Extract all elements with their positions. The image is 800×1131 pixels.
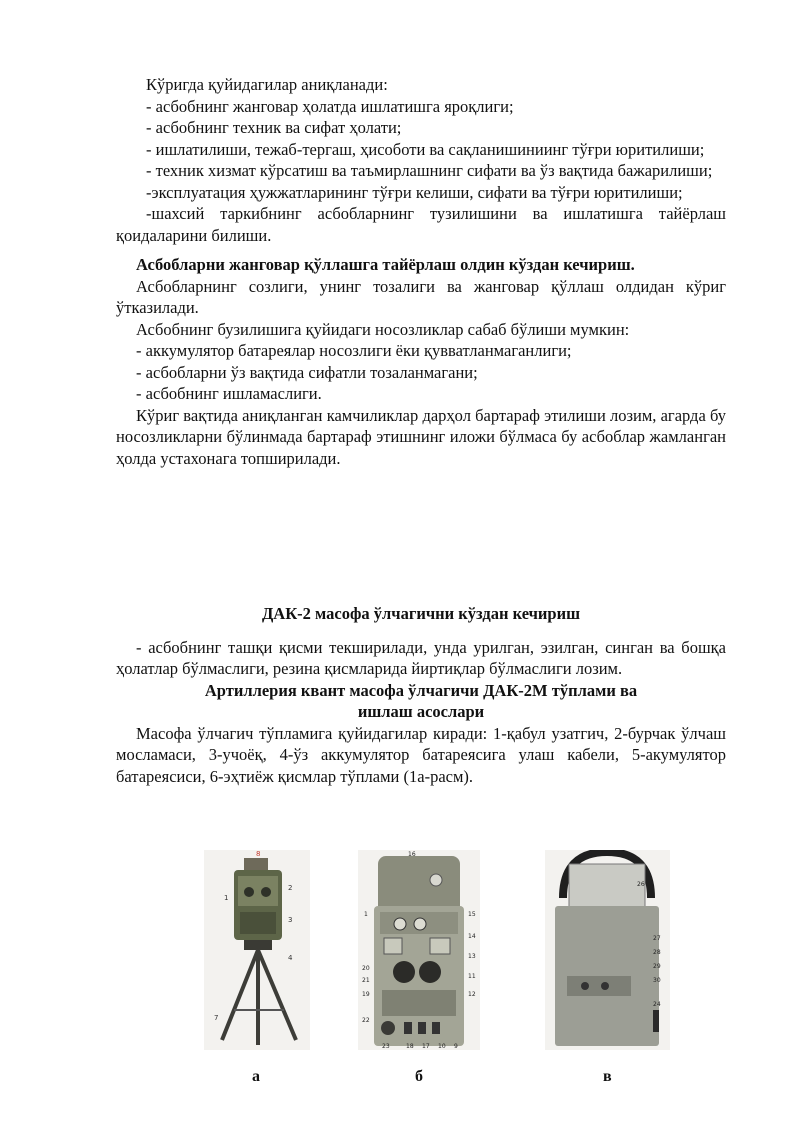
inspection-item: - ишлатилиши, тежаб-тергаш, ҳисоботи ва сақланишиниинг тўғри юритилиши; [146, 139, 705, 159]
inspection-item: - техник хизмат кўрсатиш ва таъмирлашнинг сифати ва ўз вақтида бажарилиши; [146, 161, 713, 180]
callout-label: 1 [224, 894, 229, 902]
section-heading-dak2m-line1: Артиллерия квант масофа ўлчагичи ДАК-2М тўплами ва [204, 680, 638, 700]
rear-panel-image [545, 850, 670, 1050]
callout-label: 19 [362, 991, 370, 998]
callout-label: 28 [653, 949, 661, 956]
callout-label: 30 [653, 977, 661, 984]
section-heading-combat-prep: Асбобларни жанговар қўллашга тайёрлаш олдин кўздан кечириш. [136, 255, 635, 274]
callout-label: 21 [362, 977, 370, 984]
callout-label: 16 [408, 851, 416, 858]
figure-a-caption: а [252, 1068, 260, 1085]
inspection-intro: Кўригда қуйидагилар аниқланади: [146, 75, 388, 94]
callout-label: 9 [454, 1043, 458, 1050]
figure-c-caption: в [603, 1068, 612, 1085]
tripod-rangefinder-image [204, 850, 310, 1050]
callout-label: 22 [362, 1017, 370, 1024]
callout-label: 14 [468, 933, 476, 940]
callout-label: 29 [653, 963, 661, 970]
callout-label: 26 [637, 881, 645, 888]
inspection-item: - асбобнинг жанговар ҳолатда ишлатишга яроқлиги; [146, 96, 514, 116]
callout-label: 15 [468, 911, 476, 918]
inspection-item: -эксплуатация ҳужжатларининг тўғри келиши, сифати ва тўғри юритилиши; [146, 182, 683, 202]
fault-item: - аккумулятор батареялар носозлиги ёки қувватланмаганлиги; [136, 341, 572, 360]
callout-label: 11 [468, 973, 476, 980]
callout-label: 20 [362, 965, 370, 972]
fault-item: - асбобларни ўз вақтида сифатли тозаланмагани; [136, 362, 478, 382]
callout-label: 4 [288, 954, 293, 962]
inspection-item: -шахсий таркибнинг асбобларнинг тузилишини ва ишлатишга тайёрлаш қоидаларини билиши. [116, 204, 726, 245]
callout-label: 13 [468, 953, 476, 960]
callout-label: 17 [422, 1043, 430, 1050]
figure-b-photo [358, 850, 480, 1050]
paragraph-inspection: Асбобларнинг созлиги, унинг тозалиги ва жанговар қўллаш олдидан кўриг ўтказилади. [116, 276, 726, 317]
callout-label: 8 [256, 850, 261, 858]
callout-label: 3 [288, 916, 293, 924]
text-body [116, 74, 726, 469]
callout-label: 18 [406, 1043, 414, 1050]
callout-label: 23 [382, 1043, 390, 1050]
paragraph-external-check: - асбобнинг ташқи қисми текширилади, унда урилган, эзилган, синган ва бошқа ҳолатлар бўлмаслиги, резина қисмларида йиртиқлар бўлмаслиги лозим. [116, 637, 726, 678]
faults-intro: Асбобнинг бузилишига қуйидаги носозликлар сабаб бўлиши мумкин: [136, 319, 630, 339]
fault-item: - асбобнинг ишламаслиги. [136, 384, 322, 403]
section-heading-dak2m-line2: ишлаш асослари [357, 702, 485, 721]
callout-label: 7 [214, 1014, 219, 1022]
callout-label: 12 [468, 991, 476, 998]
figure-c-photo [545, 850, 670, 1050]
paragraph-kit-contents: Масофа ўлчагич тўпламига қуйидагилар киради: 1-қабул узатгич, 2-бурчак ўлчаш мосламаси, 3-учоёқ, 4-ўз аккумулятор батареясига улаш кабели, 5-акумулятор батареясиси, 6-эҳтиёж қисмлар тўплами (1а-расм). [116, 723, 726, 786]
front-panel-image [358, 850, 480, 1050]
callout-label: 2 [288, 884, 293, 892]
text-section-dak2 [116, 603, 726, 787]
figure-b-caption: б [415, 1068, 423, 1085]
callout-label: 27 [653, 935, 661, 942]
callout-label: 1 [364, 911, 368, 918]
figure-a-photo [204, 850, 310, 1050]
figure-row [0, 850, 800, 1050]
callout-label: 10 [438, 1043, 446, 1050]
paragraph-conclusion: Кўриг вақтида аниқланган камчиликлар дарҳол бартараф этилиши лозим, агарда бу носозликларни бўлинмада бартараф этишнинг иложи бўлмаса бу асбоблар жамланган ҳолда устахонага топширилади. [116, 405, 726, 468]
callout-label: 24 [653, 1001, 661, 1008]
section-heading-dak2: ДАК-2 масофа ўлчагични кўздан кечириш [261, 604, 581, 623]
inspection-item: - асбобнинг техник ва сифат ҳолати; [146, 118, 402, 137]
